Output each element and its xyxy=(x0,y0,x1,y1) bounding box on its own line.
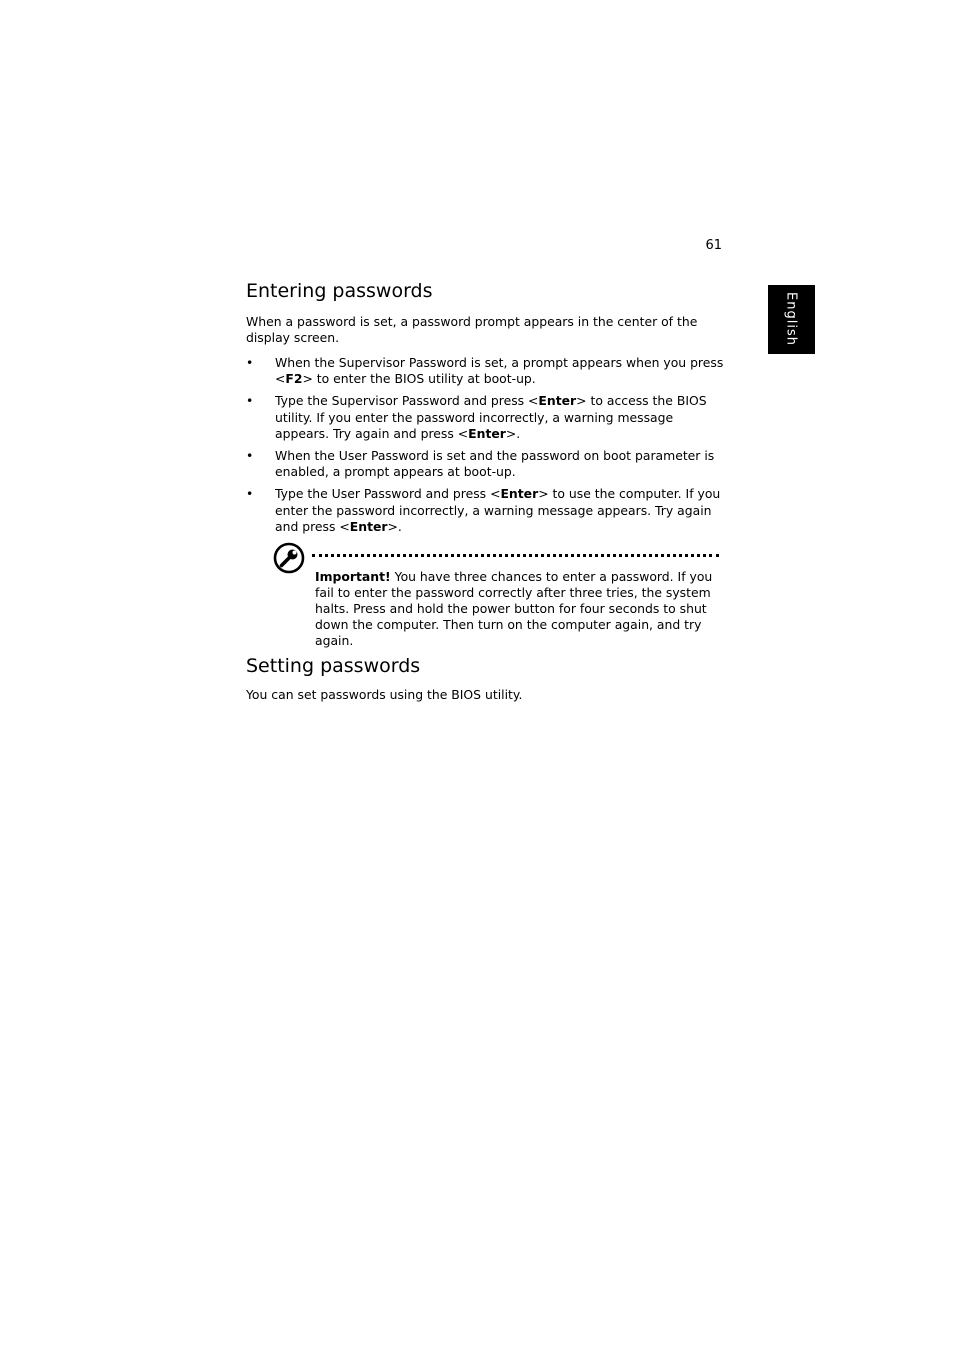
section-heading-setting-passwords: Setting passwords xyxy=(246,655,421,677)
wrench-icon xyxy=(273,542,305,574)
key-name: Enter xyxy=(349,518,388,534)
bullet-list xyxy=(246,355,726,541)
bullet-text: >. xyxy=(387,518,402,534)
bullet-marker: • xyxy=(246,486,254,502)
bullet-text: When the Supervisor Password is set, a prompt appears when you press < xyxy=(275,355,724,387)
section-heading-entering-passwords: Entering passwords xyxy=(246,280,433,302)
list-item xyxy=(246,486,726,535)
bullet-marker: • xyxy=(246,448,254,464)
important-note xyxy=(273,542,723,648)
key-name: Enter xyxy=(500,486,539,502)
page-number: 61 xyxy=(705,238,722,253)
language-tab xyxy=(768,285,815,354)
bullet-text: > to use the computer. If you enter the password incorrectly, a warning message appears. Try again and press < xyxy=(275,486,721,534)
key-name: Enter xyxy=(538,393,577,409)
bullet-text: > to access the BIOS utility. If you enter the password incorrectly, a warning message appears. Try again and press < xyxy=(275,393,707,441)
list-item xyxy=(246,355,726,387)
list-item xyxy=(246,393,726,442)
bullet-text: >. xyxy=(505,425,521,441)
note-divider xyxy=(312,554,719,557)
language-tab-label: English xyxy=(783,292,799,346)
note-text xyxy=(315,569,719,649)
list-item xyxy=(246,448,726,480)
note-label: Important! xyxy=(315,569,391,584)
bullet-marker: • xyxy=(246,393,254,409)
bullet-text: > to enter the BIOS utility at boot-up. xyxy=(302,371,536,387)
bullet-text: Type the Supervisor Password and press < xyxy=(275,393,539,409)
key-name: F2 xyxy=(285,371,303,387)
bullet-marker: • xyxy=(246,355,254,370)
note-body: You have three chances to enter a password. If you fail to enter the password correctly after three tries, the system halts. Press and hold the power button for four seconds to shut down the computer. Then turn on the computer again, and try again. xyxy=(315,569,713,648)
key-name: Enter xyxy=(468,425,506,441)
bullet-text: When the User Password is set and the password on boot parameter is enabled, a prompt appears at boot-up. xyxy=(275,448,715,480)
entering-passwords-intro: When a password is set, a password prompt appears in the center of the display screen. xyxy=(246,314,698,346)
bullet-text: Type the User Password and press < xyxy=(275,486,501,502)
setting-passwords-intro: You can set passwords using the BIOS utility. xyxy=(246,687,523,702)
